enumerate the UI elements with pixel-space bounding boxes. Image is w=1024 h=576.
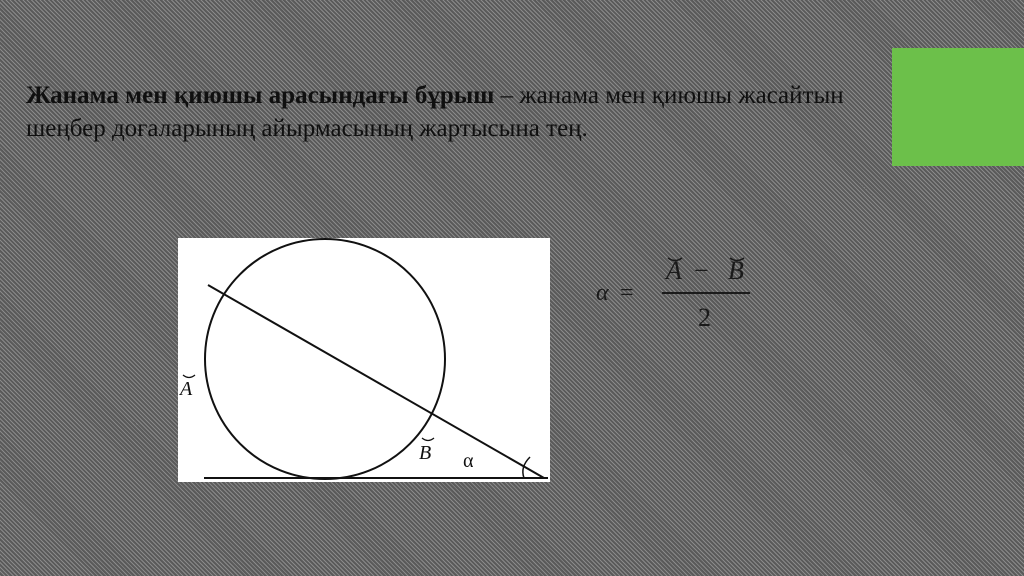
formula-denominator: 2 bbox=[698, 303, 711, 332]
arc-a-label: A bbox=[180, 378, 193, 400]
formula-equals: = bbox=[620, 280, 634, 306]
formula-minus: − bbox=[694, 256, 709, 285]
formula-numerator-b: B bbox=[728, 256, 744, 285]
geometry-figure bbox=[178, 238, 550, 482]
theorem-statement bbox=[26, 79, 886, 145]
secant-line bbox=[208, 285, 544, 478]
angle-alpha-label: α bbox=[463, 450, 474, 472]
decorative-green-block bbox=[892, 48, 1024, 166]
arc-b-accent bbox=[422, 438, 434, 441]
formula-numerator-a: A bbox=[666, 256, 682, 285]
arc-b-label: B bbox=[419, 442, 432, 464]
formula-alpha: α bbox=[596, 280, 609, 306]
formula bbox=[590, 250, 770, 340]
circle bbox=[205, 239, 445, 479]
formula-canvas bbox=[590, 250, 770, 340]
theorem-body: – жанама мен қиюшы жасайтын шеңбер доғаларының айырмасының жартысына тең. bbox=[26, 82, 844, 142]
theorem-title: Жанама мен қиюшы арасындағы бұрыш bbox=[26, 82, 495, 109]
figure-canvas bbox=[178, 238, 550, 482]
